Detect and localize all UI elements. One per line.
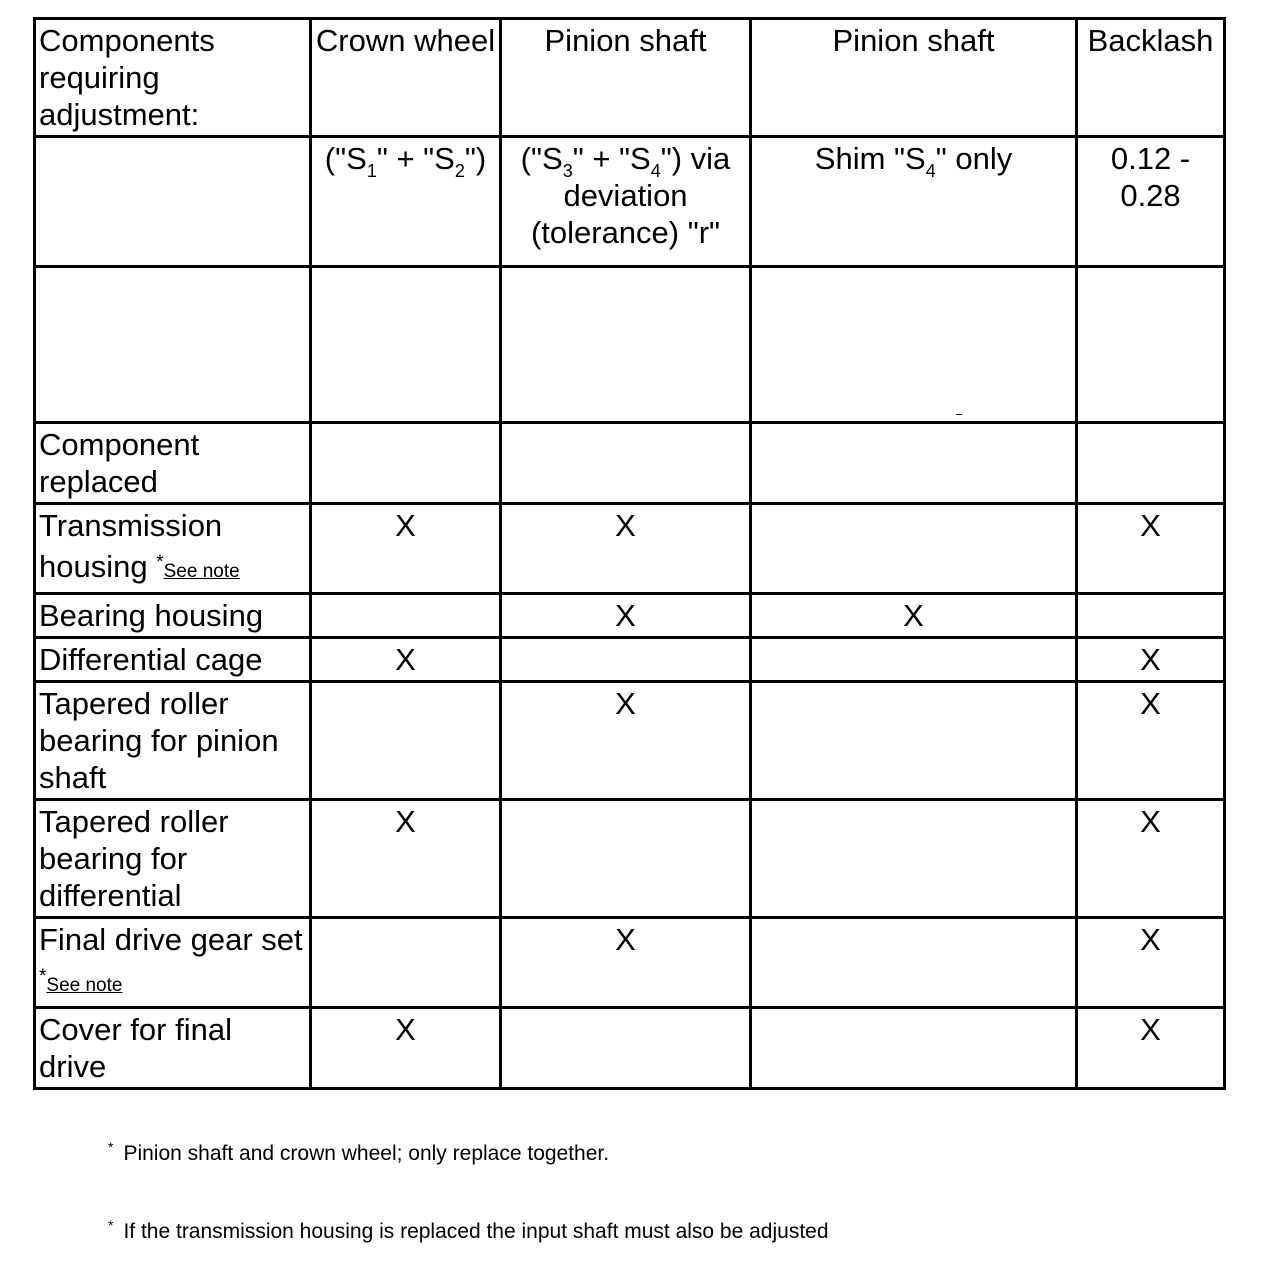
- row-label: Transmission housing *See note: [35, 504, 311, 594]
- table-row: [35, 638, 1225, 682]
- header-row-label: Components requiring adjustment:: [35, 19, 311, 137]
- subheader-pinion-shaft-2: Shim "$S_4$" only: [751, 137, 1077, 267]
- table-row: [35, 504, 1225, 594]
- header-pinion-shaft-1: Pinion shaft: [501, 19, 751, 137]
- table-row: [35, 1008, 1225, 1089]
- component-replaced-label: Component replaced: [35, 423, 311, 504]
- table-header-row: [35, 19, 1225, 137]
- see-note-link[interactable]: See note: [163, 561, 240, 582]
- cell-pinion-shaft-2: [751, 638, 1077, 682]
- footnote-text: If the transmission housing is replaced the input shaft must also be adjusted: [123, 1220, 829, 1243]
- component-replaced-row: [35, 423, 1225, 504]
- cell-pinion-shaft-2: [751, 682, 1077, 800]
- cell-backlash: X: [1077, 638, 1225, 682]
- table-blank-row: [35, 267, 1225, 423]
- cell-crown-wheel: [311, 594, 501, 638]
- cell-pinion-shaft-2: [751, 918, 1077, 1008]
- cell-backlash: X: [1077, 504, 1225, 594]
- cell-pinion-shaft-2: [751, 800, 1077, 918]
- row-label: Final drive gear set *See note: [35, 918, 311, 1008]
- footnote-text: Pinion shaft and crown wheel; only replace together.: [123, 1142, 610, 1165]
- cell-crown-wheel: [311, 918, 501, 1008]
- cell-pinion-shaft-1: X: [501, 682, 751, 800]
- subheader-empty-cell: [35, 137, 311, 267]
- subheader-crown-wheel: ("$S_1$" + "$S_2$"): [311, 137, 501, 267]
- cell-pinion-shaft-2: [751, 1008, 1077, 1089]
- table-subheader-row: [35, 137, 1225, 267]
- cell-pinion-shaft-1: X: [501, 594, 751, 638]
- footnote: [108, 1212, 829, 1245]
- cell-backlash: X: [1077, 800, 1225, 918]
- cell-backlash: [1077, 594, 1225, 638]
- row-label: Cover for final drive: [35, 1008, 311, 1089]
- header-pinion-shaft-2: Pinion shaft: [751, 19, 1077, 137]
- subheader-backlash: 0.12 - 0.28: [1077, 137, 1225, 267]
- cell-pinion-shaft-1: X: [501, 918, 751, 1008]
- row-label: Tapered roller bearing for pinion shaft: [35, 682, 311, 800]
- see-note-link[interactable]: See note: [46, 975, 123, 996]
- row-label: Tapered roller bearing for differential: [35, 800, 311, 918]
- cell-pinion-shaft-2: [751, 504, 1077, 594]
- table-row: [35, 594, 1225, 638]
- table-row: [35, 800, 1225, 918]
- header-backlash: Backlash: [1077, 19, 1225, 137]
- footnote-marker: *: [108, 1139, 114, 1155]
- subheader-pinion-shaft-1: ("$S_3$" + "$S_4$") via deviation (tolerance) "r": [501, 137, 751, 267]
- table-row: [35, 918, 1225, 1008]
- footnote-marker: *: [108, 1217, 114, 1233]
- cell-crown-wheel: X: [311, 638, 501, 682]
- cell-pinion-shaft-1: [501, 800, 751, 918]
- adjustment-table: [33, 17, 1226, 1090]
- cell-crown-wheel: X: [311, 1008, 501, 1089]
- row-label: Bearing housing: [35, 594, 311, 638]
- cell-pinion-shaft-1: X: [501, 504, 751, 594]
- header-crown-wheel: Crown wheel: [311, 19, 501, 137]
- stray-mark: [956, 414, 962, 415]
- footnote: [108, 1134, 609, 1167]
- cell-backlash: X: [1077, 1008, 1225, 1089]
- cell-backlash: X: [1077, 682, 1225, 800]
- cell-pinion-shaft-1: [501, 638, 751, 682]
- cell-crown-wheel: X: [311, 504, 501, 594]
- cell-backlash: X: [1077, 918, 1225, 1008]
- cell-pinion-shaft-1: [501, 1008, 751, 1089]
- cell-crown-wheel: [311, 682, 501, 800]
- row-label: Differential cage: [35, 638, 311, 682]
- cell-crown-wheel: X: [311, 800, 501, 918]
- cell-pinion-shaft-2: X: [751, 594, 1077, 638]
- table-row: [35, 682, 1225, 800]
